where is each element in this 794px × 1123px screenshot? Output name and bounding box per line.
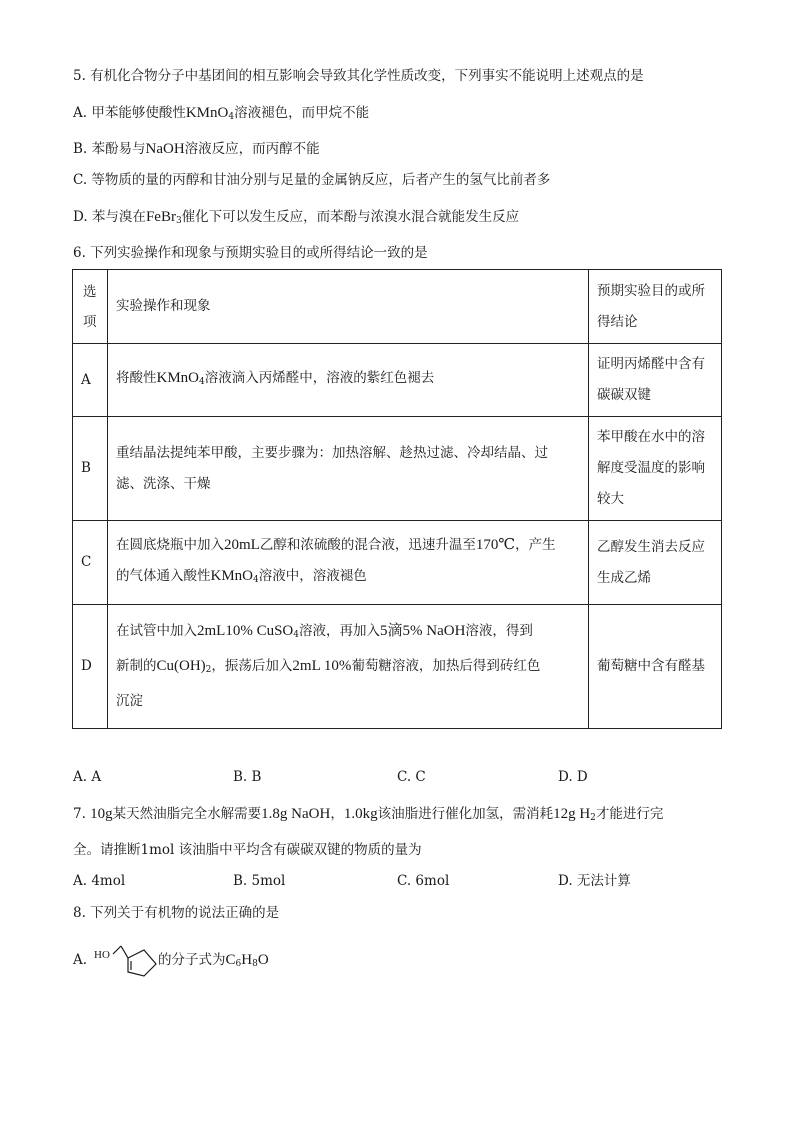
- op-l1: 重结晶法提纯苯甲酸，主要步骤为：加热溶解、趁热过滤、冷却结晶、过: [116, 444, 548, 461]
- header-conclusion-l1: 预期实验目的或所: [597, 282, 705, 299]
- q7-text: 某天然油脂完全水解需要: [112, 806, 262, 822]
- con-l1: 证明丙烯醛中含有: [597, 356, 705, 372]
- op-l2: 滤、洗涤、干燥: [116, 475, 211, 492]
- q5-b-post: 溶液反应，而丙醇不能: [184, 141, 320, 157]
- cyclopentene-methanol-structure: [92, 940, 160, 980]
- q7-mass: 10g: [90, 806, 113, 822]
- q5-option-c: C. 等物质的量的丙醇和甘油分别与足量的金属钠反应，后者产生的氢气比前者多: [73, 172, 551, 188]
- q8-a-post: 的分子式为: [158, 952, 226, 968]
- con-l2: 碳碳双键: [597, 387, 651, 403]
- op-text: ，产生: [515, 536, 556, 553]
- q5-option-a: [73, 103, 369, 127]
- table-row: [73, 605, 722, 729]
- ring: [128, 950, 156, 976]
- q6-choice-c: C. C: [397, 769, 426, 785]
- table-row: [73, 344, 722, 417]
- op-l1: [116, 530, 580, 561]
- q7-line1: [73, 804, 663, 828]
- q5-b-pre: B. 苯酚易与: [73, 141, 146, 157]
- q6-stem: 6. 下列实验操作和现象与预期实验目的或所得结论一致的是: [73, 245, 428, 261]
- op-text: 溶液中，溶液褪色: [258, 567, 367, 584]
- header-option-l1: 选: [83, 283, 97, 300]
- table-row: [73, 521, 722, 605]
- q5-d-sub: 3: [175, 216, 182, 226]
- q5-option-d: [73, 207, 519, 231]
- con-l1: 苯甲酸在水中的溶: [597, 429, 705, 445]
- row-operation: [108, 605, 589, 729]
- q7-choice-c: C. 6mol: [397, 873, 450, 889]
- op-temp: 170℃: [475, 536, 516, 553]
- q8-option-a-text: [158, 950, 269, 974]
- table-header-row: [73, 270, 722, 344]
- op-text: 葡萄糖溶液，加热后得到砖红色: [351, 658, 541, 674]
- op-pre: 将酸性: [116, 369, 157, 386]
- row-conclusion: 葡萄糖中含有醛基: [589, 605, 722, 729]
- q7-number: 7.: [73, 806, 91, 822]
- q7-kg: 1.0kg: [343, 806, 378, 822]
- q8-option-a-label: A.: [73, 952, 88, 968]
- op-chem: KMnO: [156, 369, 200, 386]
- op-num: 20mL: [224, 536, 260, 553]
- op-l2: [116, 651, 580, 686]
- op-sub: 4: [253, 574, 259, 585]
- op-text: 在圆底烧瓶中加入: [116, 536, 224, 553]
- row-conclusion: [589, 417, 722, 521]
- q5-a-chem: KMnO: [185, 105, 229, 121]
- con-l3: 较大: [597, 491, 624, 507]
- q7-line2: 全。请推断1mol 该油脂中平均含有碳碳双键的物质的量为: [73, 842, 422, 858]
- row-operation: [108, 417, 589, 521]
- op-text: 的气体通入酸性: [116, 567, 211, 584]
- bond-ho-ch2: [113, 946, 121, 954]
- op-text: 新制的: [116, 658, 157, 674]
- op-num: 2mL 10%: [292, 658, 352, 674]
- header-option: [73, 270, 108, 344]
- q5-stem: 5. 有机化合物分子中基团间的相互影响会导致其化学性质改变，下列事实不能说明上述观点的是: [73, 68, 644, 84]
- q6-choice-b: B. B: [233, 769, 262, 785]
- row-option: D: [73, 605, 108, 729]
- q5-a-post: 溶液褪色，而甲烷不能: [234, 105, 370, 121]
- op-text: 在试管中加入: [116, 623, 197, 639]
- con-l2: 生成乙烯: [597, 569, 651, 586]
- q5-a-sub: 4: [228, 112, 235, 122]
- q8-stem: 8. 下列关于有机物的说法正确的是: [73, 905, 280, 921]
- table-row: [73, 417, 722, 521]
- op-post: 溶液滴入丙烯醛中，溶液的紫红色褪去: [204, 369, 435, 386]
- con-l2: 解度受温度的影响: [597, 460, 705, 476]
- bond-ch2-ring: [121, 946, 128, 958]
- q5-a-pre: A. 甲苯能够使酸性: [73, 105, 186, 121]
- op-sub: 4: [293, 630, 299, 640]
- q7-text: 才能进行完: [595, 806, 664, 822]
- q7-choice-a: A. 4mol: [73, 873, 126, 889]
- op-l2: [116, 561, 580, 596]
- header-conclusion-l2: 得结论: [597, 313, 638, 330]
- row-option: A: [73, 344, 108, 417]
- q7-comma: ，: [330, 806, 344, 822]
- op-chem: 2mL10% CuSO: [197, 623, 294, 639]
- q6-choice-a: A. A: [73, 769, 102, 785]
- op-text: 乙醇和浓硫酸的混合液，迅速升温至: [259, 536, 476, 553]
- op-text: 溶液，再加入: [299, 623, 380, 639]
- q5-d-chem: FeBr: [145, 209, 176, 225]
- row-option: C: [73, 521, 108, 605]
- row-conclusion: [589, 521, 722, 605]
- q5-b-chem: NaOH: [145, 141, 185, 157]
- q5-option-b: [73, 139, 320, 159]
- formula-h: H: [241, 952, 253, 968]
- q7-text: 该油脂进行催化加氢，需消耗: [377, 806, 554, 822]
- q7-choice-d: D. 无法计算: [558, 873, 631, 889]
- op-chem: KMnO: [210, 567, 254, 584]
- formula-o: O: [257, 952, 269, 968]
- con-l1: 乙醇发生消去反应: [597, 538, 705, 555]
- op-text: ，振荡后加入: [211, 658, 293, 674]
- q6-choice-d: D. D: [558, 769, 588, 785]
- q7-choice-b: B. 5mol: [233, 873, 286, 889]
- header-operation: 实验操作和现象: [108, 270, 589, 344]
- row-conclusion: [589, 344, 722, 417]
- experiment-table: [72, 269, 722, 729]
- q7-h2: 12g H: [553, 806, 591, 822]
- op-l3: 沉淀: [116, 693, 143, 709]
- op-text: 溶液，得到: [465, 623, 533, 639]
- header-conclusion: [589, 270, 722, 344]
- op-sub: 4: [199, 376, 205, 387]
- row-operation: [108, 521, 589, 605]
- formula-sub2: 8: [252, 959, 258, 969]
- formula-c: C: [225, 952, 236, 968]
- q7-sub: 2: [590, 813, 596, 823]
- formula-sub1: 6: [235, 959, 242, 969]
- q7-naoh: 1.8g NaOH: [261, 806, 331, 822]
- op-l1: [116, 616, 580, 651]
- hydroxyl-label: HO: [94, 949, 110, 961]
- op-chem: Cu(OH): [156, 658, 206, 674]
- row-option: B: [73, 417, 108, 521]
- header-option-l2: 项: [83, 313, 97, 330]
- op-sub: 2: [205, 665, 212, 675]
- op-chem: 5滴5% NaOH: [380, 623, 466, 639]
- row-operation: [108, 344, 589, 417]
- q5-d-post: 催化下可以发生反应，而苯酚与浓溴水混合就能发生反应: [181, 209, 520, 225]
- q5-d-pre: D. 苯与溴在: [73, 209, 146, 225]
